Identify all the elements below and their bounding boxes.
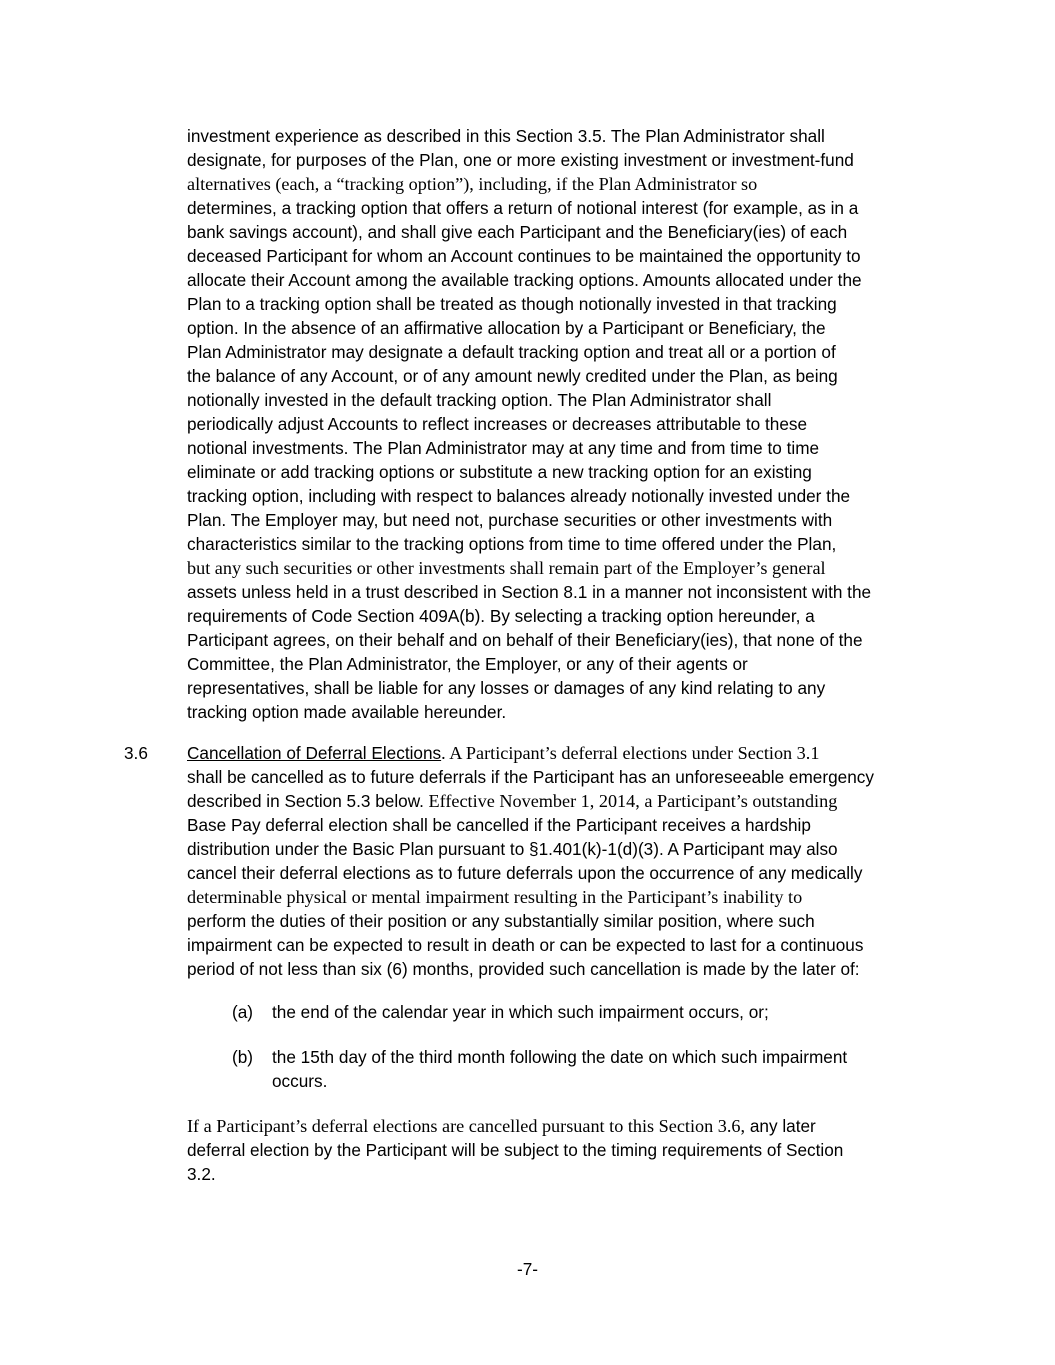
paragraph-line: eliminate or add tracking options or substitute a new tracking option for an existing [187, 462, 812, 482]
paragraph-line: allocate their Account among the available tracking options. Amounts allocated under the [187, 270, 862, 290]
paragraph-line: Participant agrees, on their behalf and on behalf of their Beneficiary(ies), that none of the [187, 630, 863, 650]
paragraph-line: tracking option made available hereunder. [187, 702, 507, 722]
closing-line-mixed [187, 1114, 947, 1138]
paragraph-line: determines, a tracking option that offers a return of notional interest (for example, as in a [187, 198, 859, 218]
closing-serif-text: If a Participant’s deferral elections are cancelled pursuant to this Section 3.6, [187, 1116, 746, 1136]
paragraph-line: the balance of any Account, or of any amount newly credited under the Plan, as being [187, 366, 838, 386]
paragraph-line: option. In the absence of an affirmative allocation by a Participant or Beneficiary, the [187, 318, 826, 338]
paragraph-line: determinable physical or mental impairment resulting in the Participant’s inability to [187, 887, 803, 907]
paragraph-line: Plan Administrator may designate a default tracking option and treat all or a portion of [187, 342, 836, 362]
paragraph-line: characteristics similar to the tracking options from time to time offered under the Plan, [187, 534, 837, 554]
paragraph-line: cancel their deferral elections as to future deferrals upon the occurrence of any medically [187, 863, 863, 883]
paragraph-line: Committee, the Plan Administrator, the Employer, or any of their agents or [187, 654, 748, 674]
paragraph-line: Plan. The Employer may, but need not, purchase securities or other investments with [187, 510, 833, 530]
section-first-line [187, 741, 947, 765]
paragraph-line-mixed [187, 789, 947, 813]
section-number: 3.6 [124, 743, 148, 763]
paragraph-line: period of not less than six (6) months, provided such cancellation is made by the later of: [187, 959, 860, 979]
list-item-label: (b) [232, 1047, 254, 1067]
paragraph-line: alternatives (each, a “tracking option”), including, if the Plan Administrator so [187, 174, 758, 194]
paragraph-line: deferral election by the Participant will be subject to the timing requirements of Section [187, 1140, 844, 1160]
paragraph-line: periodically adjust Accounts to reflect increases or decreases attributable to these [187, 414, 808, 434]
paragraph-line: perform the duties of their position or any substantially similar position, where such [187, 911, 815, 931]
closing-rest-text: any later [745, 1116, 816, 1136]
paragraph-line-serif-tail: Effective November 1, 2014, a Participant’s outstanding [423, 791, 838, 811]
list-item-text: occurs. [272, 1071, 328, 1091]
paragraph-line: bank savings account), and shall give each Participant and the Beneficiary(ies) of each [187, 222, 848, 242]
section-first-line-rest: . A Participant’s deferral elections under Section 3.1 [441, 743, 820, 763]
paragraph-line: but any such securities or other investments shall remain part of the Employer’s general [187, 558, 826, 578]
list-item-text: the 15th day of the third month following the date on which such impairment [272, 1047, 848, 1067]
paragraph-line: deceased Participant for whom an Account continues to be maintained the opportunity to [187, 246, 861, 266]
paragraph-line: requirements of Code Section 409A(b). By selecting a tracking option hereunder, a [187, 606, 815, 626]
paragraph-line: assets unless held in a trust described in Section 8.1 in a manner not inconsistent with the [187, 582, 872, 602]
paragraph-line: notionally invested in the default tracking option. The Plan Administrator shall [187, 390, 772, 410]
section-heading: Cancellation of Deferral Elections [187, 743, 442, 763]
paragraph-line: Plan to a tracking option shall be treated as though notionally invested in that tracking [187, 294, 837, 314]
list-item-text: the end of the calendar year in which such impairment occurs, or; [272, 1002, 769, 1022]
paragraph-line: investment experience as described in this Section 3.5. The Plan Administrator shall [187, 126, 825, 146]
paragraph-line: representatives, shall be liable for any losses or damages of any kind relating to any [187, 678, 826, 698]
page-number: -7- [516, 1259, 538, 1279]
paragraph-line: tracking option, including with respect to balances already notionally invested under the [187, 486, 851, 506]
paragraph-line: distribution under the Basic Plan pursuant to §1.401(k)-1(d)(3). A Participant may also [187, 839, 838, 859]
paragraph-line: notional investments. The Plan Administrator may at any time and from time to time [187, 438, 820, 458]
paragraph-line: shall be cancelled as to future deferrals if the Participant has an unforeseeable emergency [187, 767, 874, 787]
paragraph-line: designate, for purposes of the Plan, one or more existing investment or investment-fund [187, 150, 854, 170]
paragraph-line: 3.2. [187, 1164, 216, 1184]
paragraph-line: Base Pay deferral election shall be cancelled if the Participant receives a hardship [187, 815, 811, 835]
list-item-label: (a) [232, 1002, 254, 1022]
paragraph-line: impairment can be expected to result in death or can be expected to last for a continuous [187, 935, 864, 955]
paragraph-line-start: described in Section 5.3 below. [187, 791, 424, 811]
